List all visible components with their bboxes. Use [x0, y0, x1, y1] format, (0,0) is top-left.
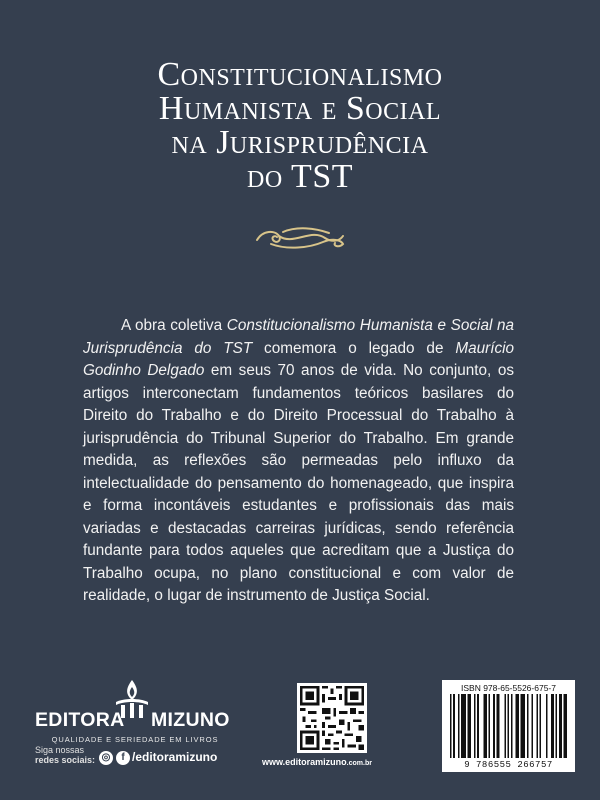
synopsis-text-3: em seus 70 anos de vida. No conjunto, os artigos interconectam fundamentos teóricos basilares do Direito do Trabalho e do Direito Processual do Trabalho à jurisprudência do Tribunal Superior do Trabalho. Em grande medida, as reflexões são permeadas pelo influxo da intelectualidade do pensamento do homenageado, que inspira e forma incontáveis estudantes e profissionais das mais variadas e destacadas carreiras jurídicas, sendo referência fundante para todos aqueles que acreditam que a Justiça do Trabalho ocupa, no plano constitucional e com valor de realidade, o lugar de instrumento de Justiça Social. — [83, 362, 514, 604]
facebook-icon[interactable]: f — [116, 751, 130, 765]
website-main: www.editoramizuno — [262, 757, 347, 767]
isbn-digits: 9 786555 266757 — [464, 760, 553, 770]
synopsis-honoree: Maurício Godinho Delgado — [83, 339, 514, 379]
social-label-line-2: redes sociais: — [35, 755, 96, 765]
synopsis-text-2: comemora o legado de — [252, 339, 456, 357]
qr-code[interactable] — [297, 683, 367, 753]
social-label — [35, 745, 95, 765]
isbn-label: ISBN 978-65-5526-675-7 — [461, 683, 556, 693]
instagram-icon[interactable]: ◎ — [99, 751, 113, 765]
synopsis-book-title: Constitucionalismo Humanista e Social na Jurisprudência do TST — [83, 317, 515, 357]
publisher-website[interactable] — [262, 757, 372, 767]
title-line-3: na Jurisprudência — [171, 124, 429, 161]
title-line-4: do TST — [247, 158, 353, 195]
title-line-2: Humanista e Social — [158, 90, 442, 127]
brand-mizuno: MIZUNO — [151, 709, 230, 731]
website-tld: .com.br — [346, 760, 372, 767]
barcode-bars — [450, 694, 567, 758]
synopsis-paragraph — [83, 315, 514, 608]
social-media — [35, 745, 265, 775]
isbn-barcode — [442, 680, 575, 772]
title-line-1: Constitucionalismo — [157, 56, 443, 93]
book-title — [0, 58, 600, 194]
synopsis-text-1: A obra coletiva — [121, 317, 227, 334]
publisher-logo — [35, 678, 235, 748]
brand-editora: EDITORA — [35, 709, 125, 731]
social-handle[interactable]: /editoramizuno — [132, 750, 218, 764]
publisher-tagline: QUALIDADE E SERIEDADE EM LIVROS — [51, 735, 219, 744]
scroll-ornament-icon — [253, 224, 347, 252]
social-label-line-1: Siga nossas — [35, 745, 85, 755]
